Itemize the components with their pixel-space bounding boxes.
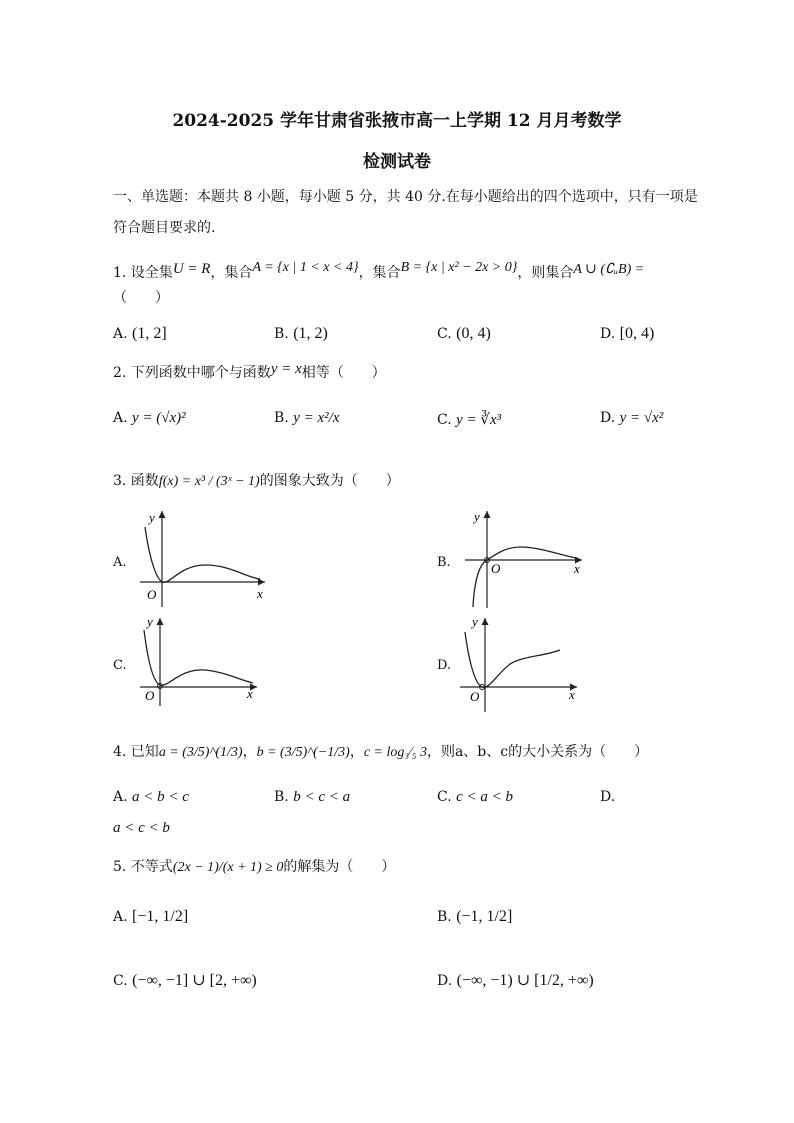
q3-func: f(x) = x³ / (3ˣ − 1) <box>158 474 260 489</box>
section-instruction-line1: 一、单选题：本题共 8 小题，每小题 5 分，共 40 分.在每小题给出的四个选项中，只有一项是 <box>113 189 698 205</box>
option-value: (−1, 1/2] <box>456 908 513 925</box>
q5-option-d[interactable] <box>437 970 594 990</box>
q1-mid2: ，集合 <box>358 265 401 281</box>
q2-prefix: 2. 下列函数中哪个与函数 <box>113 365 271 381</box>
q3-option-b-label[interactable]: B. <box>437 555 451 570</box>
y-axis-label: y <box>149 510 155 525</box>
option-label: A. <box>113 789 128 805</box>
q4-sep1: ， <box>242 744 257 760</box>
q1-prefix: 1. 设全集 <box>113 265 173 281</box>
option-value: c < a < b <box>456 789 514 805</box>
q2-option-c[interactable] <box>437 410 501 429</box>
option-value: a < c < b <box>113 820 170 836</box>
q2-option-b[interactable] <box>274 410 339 427</box>
q4-option-a[interactable] <box>113 789 189 806</box>
option-value: (0, 4) <box>456 325 491 342</box>
q1-set-a: A = {x | 1 < x < 4} <box>252 260 359 275</box>
option-label: A. <box>113 909 128 925</box>
q4-prefix: 4. 已知 <box>113 744 159 760</box>
option-value: y = (√x)² <box>132 410 186 426</box>
x-axis-label: x <box>574 561 580 576</box>
origin-label: O <box>147 587 157 602</box>
q1-option-c[interactable] <box>437 325 491 343</box>
option-label: B. <box>274 410 289 426</box>
q4-c: c = log₃⁄₅ 3 <box>363 745 427 760</box>
y-axis-label: y <box>474 509 480 524</box>
q2-option-a[interactable] <box>113 410 186 427</box>
option-value: (1, 2) <box>293 325 328 342</box>
q4-option-d-label[interactable]: D. <box>600 789 616 805</box>
q3-stem <box>113 470 400 490</box>
option-label: C. <box>437 789 452 805</box>
q2-option-d[interactable] <box>600 410 663 427</box>
q5-stem <box>113 856 395 876</box>
origin-label: O <box>470 689 480 704</box>
q3-graph-b[interactable] <box>460 505 590 610</box>
option-label: C. <box>437 326 452 342</box>
q4-suffix: ，则a、b、c的大小关系为（ ） <box>426 744 649 760</box>
q1-option-a[interactable] <box>113 325 167 343</box>
option-label: C. <box>437 412 452 428</box>
q2-suffix: 相等（ ） <box>301 365 386 381</box>
q4-stem <box>113 741 648 761</box>
option-value: [0, 4) <box>619 325 655 342</box>
q4-sep2: ， <box>349 744 364 760</box>
option-value: a < b < c <box>132 789 189 805</box>
curve <box>473 547 576 607</box>
q1-stem <box>113 260 644 282</box>
q2-func: y = x <box>270 361 302 377</box>
exam-title-line1: 2024-2025 学年甘肃省张掖市高一上学期 12 月月考数学 <box>172 111 622 131</box>
y-axis-label: y <box>472 614 478 629</box>
y-axis-label: y <box>147 614 153 629</box>
option-value: (1, 2] <box>132 325 167 342</box>
q3-option-a-label[interactable]: A. <box>113 555 127 570</box>
option-value: y = ∛x³ <box>456 412 502 428</box>
option-value: y = √x² <box>619 410 664 426</box>
q3-graph-a[interactable] <box>135 505 275 610</box>
origin-label: O <box>145 688 155 703</box>
q3-option-c-label[interactable]: C. <box>113 658 127 673</box>
section-instruction-line2: 符合题目要求的. <box>113 220 216 236</box>
q4-option-d-value[interactable] <box>113 820 170 837</box>
q5-prefix: 5. 不等式 <box>113 859 173 875</box>
q4-b: b = (3/5)^(−1/3) <box>256 745 350 760</box>
q1-mid1: ，集合 <box>210 265 253 281</box>
q5-suffix: 的解集为（ ） <box>283 859 396 875</box>
q5-option-b[interactable] <box>437 908 512 926</box>
option-label: A. <box>113 410 128 426</box>
q3-prefix: 3. 函数 <box>113 473 159 489</box>
option-label: D. <box>437 973 453 989</box>
option-label: A. <box>113 326 128 342</box>
q1-set-b: B = {x | x² − 2x > 0} <box>400 260 518 275</box>
x-axis-label: x <box>247 686 253 701</box>
q1-expression: A ∪ (∁ᵤB) = <box>573 262 645 277</box>
q2-stem <box>113 361 386 382</box>
q3-graph-d[interactable] <box>455 612 585 712</box>
q3-graph-c[interactable] <box>135 612 265 707</box>
q5-option-c[interactable] <box>113 970 257 990</box>
x-axis-label: x <box>569 687 575 702</box>
option-label: B. <box>274 326 289 342</box>
q1-option-d[interactable] <box>600 325 654 343</box>
origin-label: O <box>491 561 501 576</box>
exam-title-line2: 检测试卷 <box>363 152 431 172</box>
x-axis-label: x <box>257 586 263 601</box>
option-label: C. <box>113 973 128 989</box>
option-value: y = x²/x <box>293 410 340 426</box>
q1-option-b[interactable] <box>274 325 328 343</box>
q1-paren: （ ） <box>113 290 169 306</box>
q5-expr: (2x − 1)/(x + 1) ≥ 0 <box>172 860 284 875</box>
q4-option-c[interactable] <box>437 789 513 806</box>
curve <box>465 632 560 687</box>
option-label: B. <box>437 909 452 925</box>
q3-suffix: 的图象大致为（ ） <box>259 473 400 489</box>
option-value: [−1, 1/2] <box>132 908 189 925</box>
q1-universe: U = R <box>172 261 211 277</box>
option-value: (−∞, −1) ∪ [1/2, +∞) <box>456 972 594 989</box>
q3-option-d-label[interactable]: D. <box>437 658 452 673</box>
option-label: B. <box>274 789 289 805</box>
option-value: (−∞, −1] ∪ [2, +∞) <box>132 972 257 989</box>
option-label: D. <box>600 410 616 426</box>
q4-option-b[interactable] <box>274 789 350 806</box>
q5-option-a[interactable] <box>113 908 188 926</box>
option-label: D. <box>600 326 616 342</box>
q4-a: a = (3/5)^(1/3) <box>158 745 243 760</box>
option-value: b < c < a <box>293 789 351 805</box>
q1-mid3: ，则集合 <box>517 265 574 281</box>
